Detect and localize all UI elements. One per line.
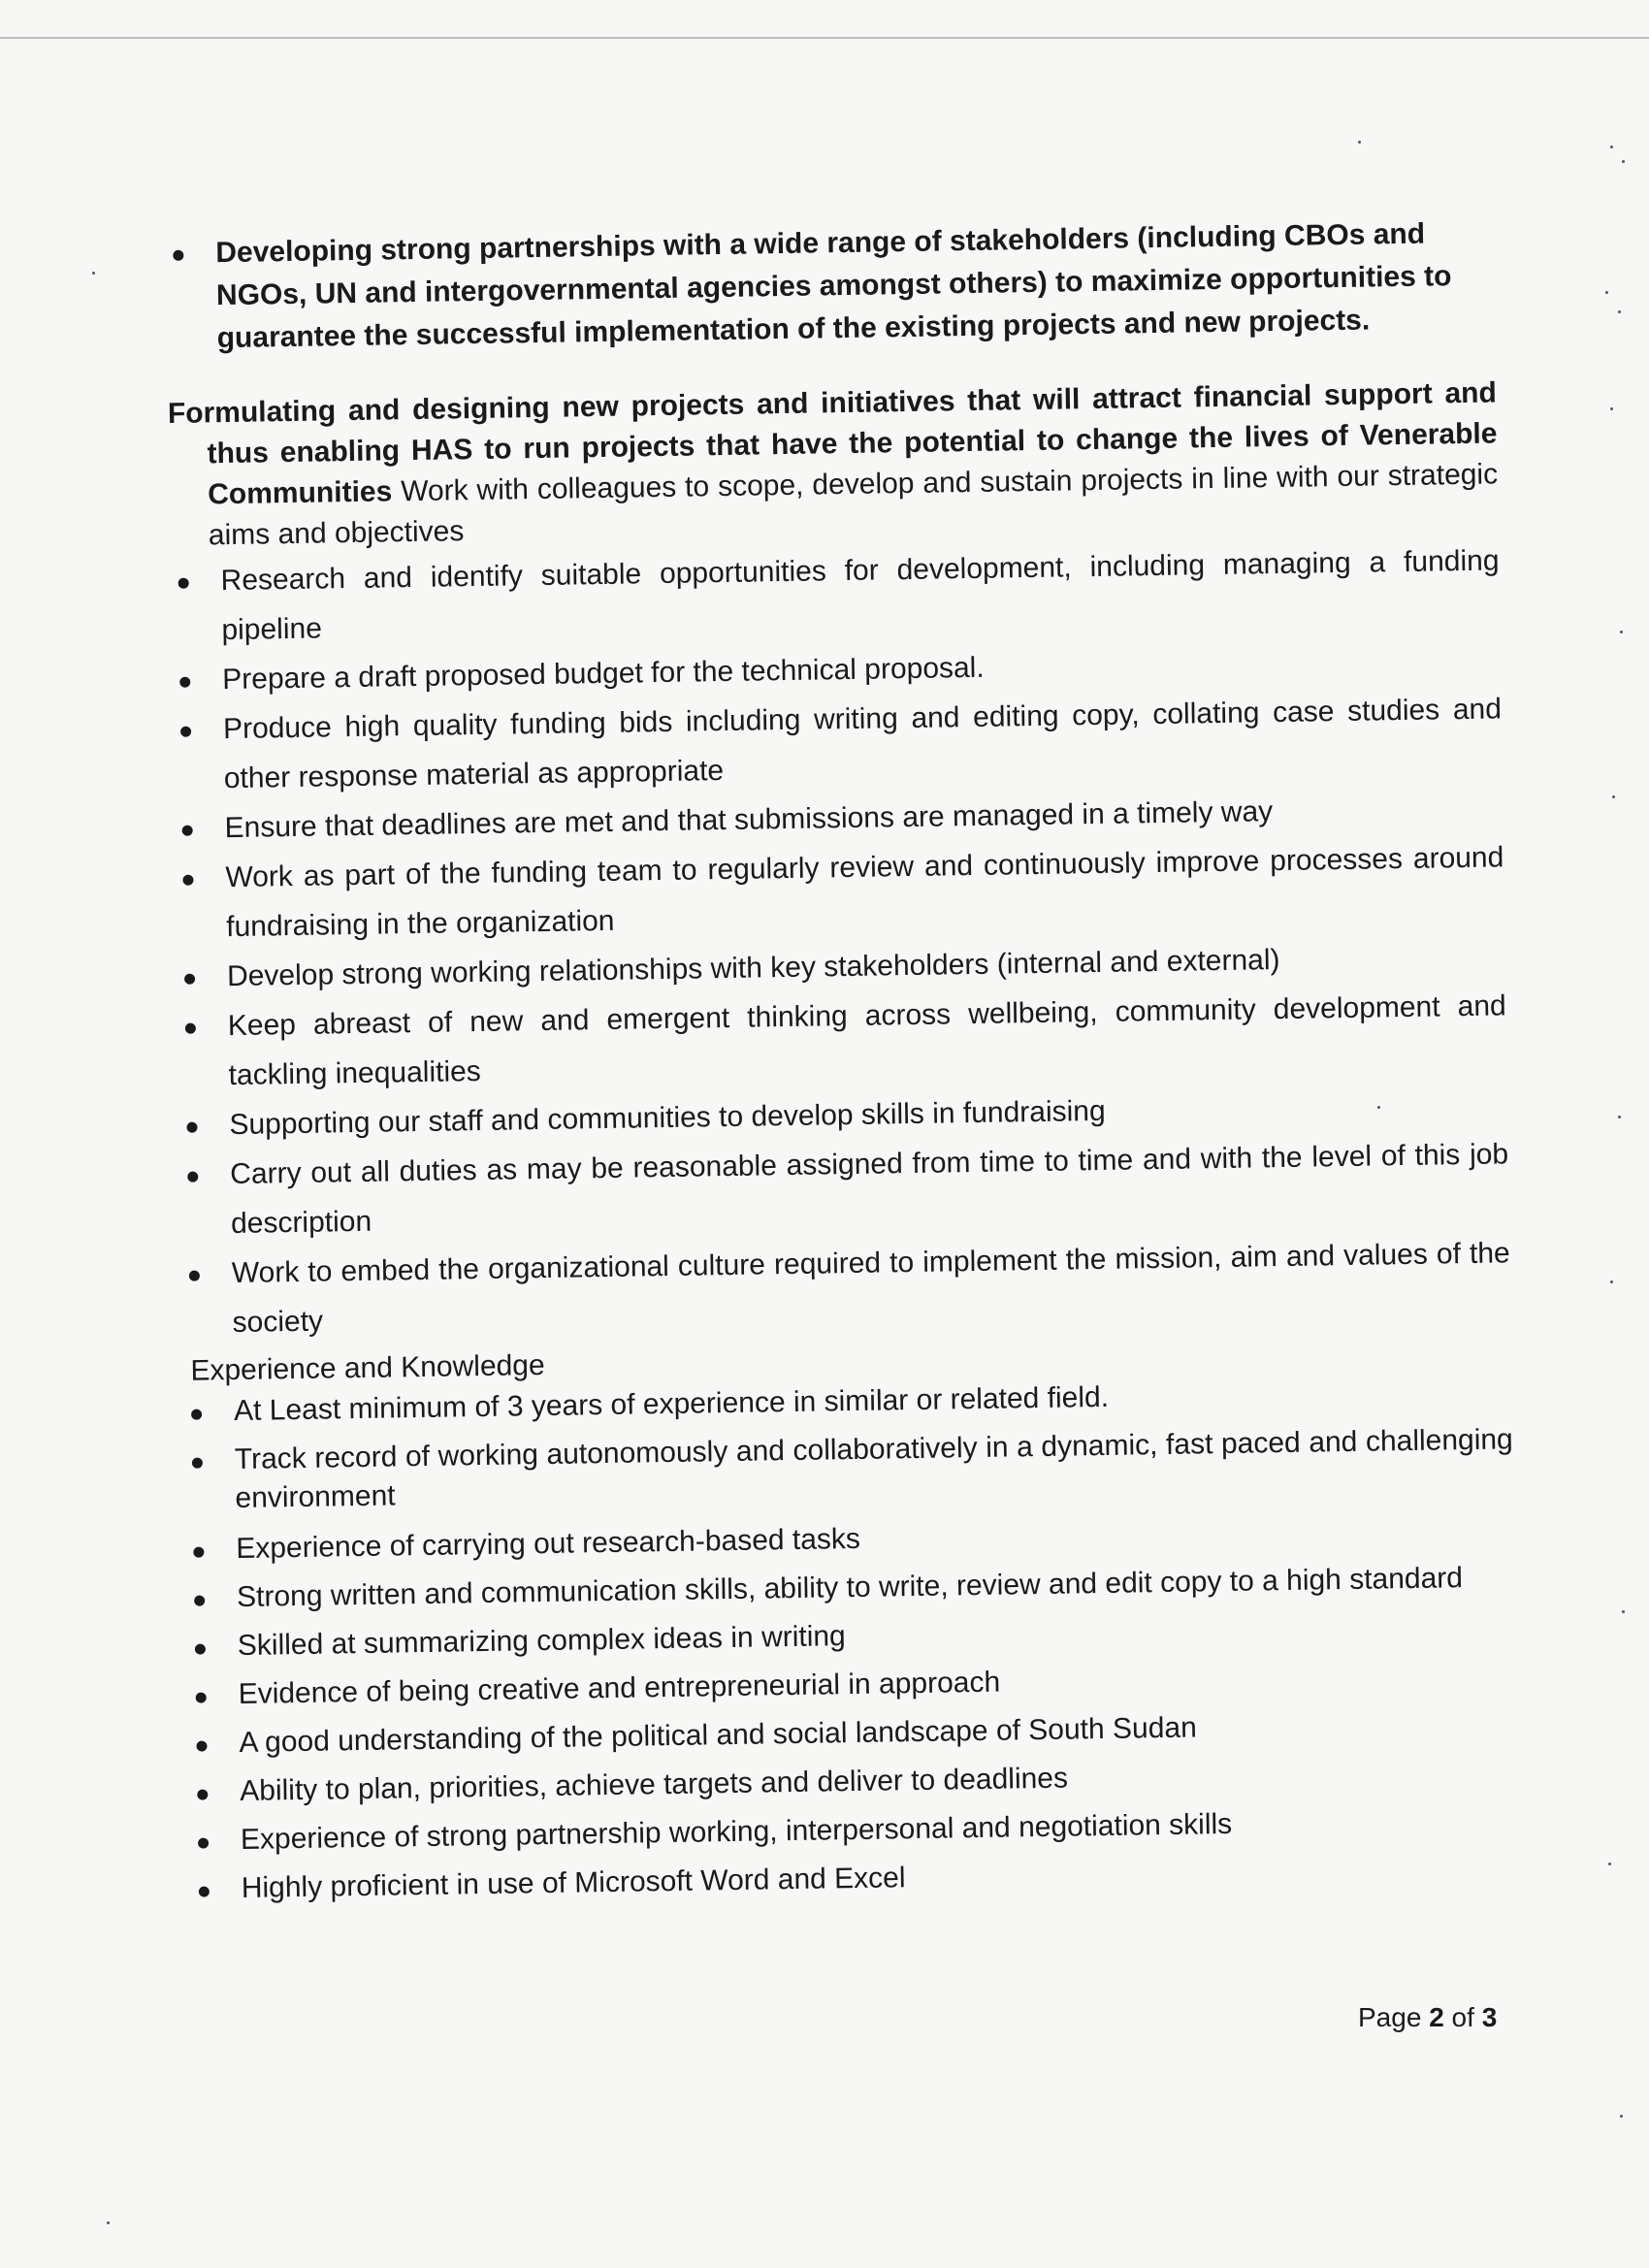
scan-speck [107,2221,110,2224]
duty-item: Work as part of the funding team to regularly review and continuously improve processes around fundraising in the organization [175,832,1504,953]
experience-item: Ability to plan, priorities, achieve targets and deliver to deadlines [189,1752,1518,1812]
scan-speck [92,272,95,275]
formulating-rest-text: Work with colleagues to scope, develop and sustain projects in line with our strategic aims and objectives [208,458,1499,552]
formulating-strong-text: Formulating and designing new projects and initiatives that will attract financial support and thus enabling HAS to run projects that have the potential to change the lives of Venerable Communities [167,376,1498,511]
scan-speck [1620,2115,1623,2118]
formulating-paragraph [168,373,1499,556]
experience-item: Experience of carrying out research-based tasks [185,1509,1514,1570]
experience-item: Evidence of being creative and entrepreneurial in approach [187,1655,1516,1715]
page-current: 2 [1429,2002,1444,2032]
scan-speck [1610,146,1613,148]
scan-speck [1608,1863,1611,1865]
page-total: 3 [1481,2002,1498,2032]
duty-item: Keep abreast of new and emergent thinking across wellbeing, community development and tackling inequalities [177,981,1506,1101]
scan-top-edge [0,37,1649,39]
intro-bullet-item: Developing strong partnerships with a wide range of stakeholders (including CBOs and NGOs, UN and intergovernmental agencies amongst others) to maximize opportunities to guarantee the successful implementation of the existing projects and new projects. [165,211,1496,361]
duty-item: Research and identify suitable opportunities for development, including managing a funding pipeline [170,535,1500,656]
experience-list [183,1372,1520,1908]
intro-bullet-list [165,211,1496,361]
page-of: of [1451,2002,1474,2032]
scan-speck [1622,1610,1625,1613]
experience-item: Experience of strong partnership working, interpersonal and negotiation skills [190,1800,1519,1861]
duty-item: Develop strong working relationships with key stakeholders (internal and external) [177,931,1506,1002]
duties-list [170,535,1511,1347]
duty-item: Prepare a draft proposed budget for the technical proposal. [172,634,1502,705]
scan-speck [1618,1116,1621,1118]
experience-item: A good understanding of the political and social landscape of South Sudan [188,1703,1517,1764]
scan-speck [1377,1106,1380,1109]
experience-item: Highly proficient in use of Microsoft Word and Excel [191,1849,1520,1909]
experience-item: At Least minimum of 3 years of experience in similar or related field. [183,1372,1512,1432]
scan-speck [1618,310,1621,313]
duty-item: Work to embed the organizational culture required to implement the mission, aim and values of the society [180,1228,1510,1348]
scan-speck [1610,407,1613,410]
experience-item: Skilled at summarizing complex ideas in writing [187,1606,1516,1667]
scan-speck [1612,795,1615,798]
experience-heading: Experience and Knowledge [190,1348,545,1387]
duty-item: Ensure that deadlines are met and that submissions are managed in a timely way [174,783,1504,854]
scan-speck [1620,631,1623,633]
scan-speck [1622,160,1625,163]
document-body [165,211,1520,1918]
page-word: Page [1358,2002,1422,2032]
duty-item: Supporting our staff and communities to develop skills in fundraising [178,1080,1508,1150]
scan-speck [1610,1280,1613,1283]
scan-speck [1358,141,1361,144]
duty-item: Produce high quality funding bids including writing and editing copy, collating case studies and other response material as appropriate [173,684,1503,804]
experience-item: Track record of working autonomously and collaboratively in a dynamic, fast paced and challenging environment [184,1420,1514,1519]
scan-speck [1605,291,1608,294]
experience-item: Strong written and communication skills, ability to write, review and edit copy to a high standard [186,1558,1515,1618]
duty-item: Carry out all duties as may be reasonable assigned from time to time and with the level of this job description [179,1129,1509,1249]
page-number [1358,2002,1497,2033]
